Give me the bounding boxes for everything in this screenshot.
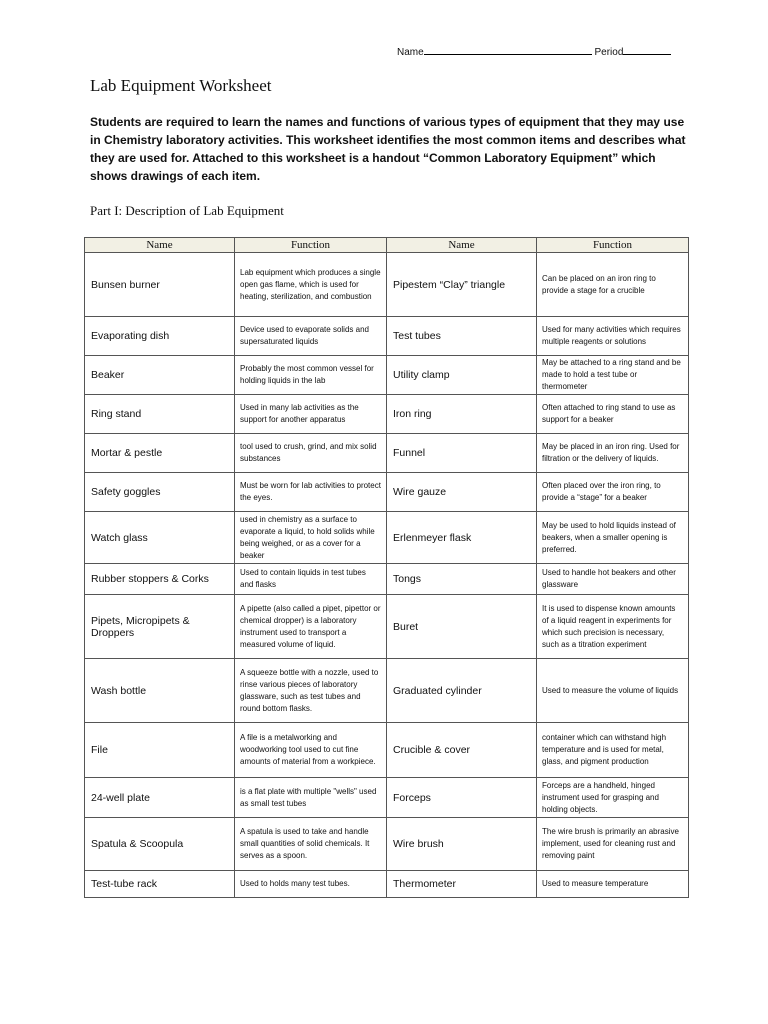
table-row	[85, 564, 689, 595]
table-row	[85, 595, 689, 659]
equipment-name: Safety goggles	[85, 473, 235, 512]
equipment-name: Ring stand	[85, 395, 235, 434]
equipment-function: A pipette (also called a pipet, pipettor or chemical dropper) is a laboratory instrument used to transport a measured volume of liquid.	[235, 595, 387, 659]
equipment-name: Tongs	[387, 564, 537, 595]
header-function-1: Function	[235, 238, 387, 253]
equipment-function: May be used to hold liquids instead of beakers, when a smaller opening is preferred.	[537, 512, 689, 564]
equipment-name: Bunsen burner	[85, 253, 235, 317]
page-title: Lab Equipment Worksheet	[90, 76, 272, 95]
equipment-function: May be attached to a ring stand and be made to hold a test tube or thermometer	[537, 356, 689, 395]
table-row	[85, 659, 689, 723]
equipment-name: Watch glass	[85, 512, 235, 564]
equipment-name: File	[85, 723, 235, 778]
equipment-name: Wire brush	[387, 818, 537, 871]
equipment-function: Used to holds many test tubes.	[235, 871, 387, 898]
equipment-function: Used in many lab activities as the support for another apparatus	[235, 395, 387, 434]
equipment-function: Lab equipment which produces a single open gas flame, which is used for heating, sterilization, and combustion	[235, 253, 387, 317]
equipment-function: It is used to dispense known amounts of a liquid reagent in experiments for which such precision is necessary, such as a titration experiment	[537, 595, 689, 659]
table-row	[85, 778, 689, 818]
equipment-name: Spatula & Scoopula	[85, 818, 235, 871]
equipment-name: Pipets, Micropipets & Droppers	[85, 595, 235, 659]
table-row	[85, 395, 689, 434]
part-heading: Part I: Description of Lab Equipment	[90, 203, 284, 218]
equipment-name: Buret	[387, 595, 537, 659]
equipment-name: 24-well plate	[85, 778, 235, 818]
table-row	[85, 356, 689, 395]
table-row	[85, 317, 689, 356]
equipment-name: Erlenmeyer flask	[387, 512, 537, 564]
equipment-function: A spatula is used to take and handle small quantities of solid chemicals. It serves as a spoon.	[235, 818, 387, 871]
table-row	[85, 473, 689, 512]
equipment-function: Often placed over the iron ring, to provide a “stage” for a beaker	[537, 473, 689, 512]
table-row	[85, 723, 689, 778]
equipment-function: A squeeze bottle with a nozzle, used to rinse various pieces of laboratory glassware, such as test tubes and round bottom flasks.	[235, 659, 387, 723]
table-row	[85, 818, 689, 871]
equipment-function: Forceps are a handheld, hinged instrument used for grasping and holding objects.	[537, 778, 689, 818]
equipment-name: Pipestem “Clay” triangle	[387, 253, 537, 317]
equipment-function: Used to contain liquids in test tubes and flasks	[235, 564, 387, 595]
equipment-function: Used for many activities which requires multiple reagents or solutions	[537, 317, 689, 356]
header-name-1: Name	[85, 238, 235, 253]
period-blank[interactable]	[623, 44, 671, 55]
name-period-line	[397, 44, 671, 58]
equipment-name: Crucible & cover	[387, 723, 537, 778]
equipment-function: May be placed in an iron ring. Used for filtration or the delivery of liquids.	[537, 434, 689, 473]
table-row	[85, 871, 689, 898]
intro-paragraph: Students are required to learn the names and functions of various types of equipment that they may use in Chemistry laboratory activities. This worksheet identifies the most common items and describes what they are used for. Attached to this worksheet is a handout “Common Laboratory Equipment” which shows drawings of each item.	[90, 115, 686, 183]
equipment-function: used in chemistry as a surface to evaporate a liquid, to hold solids while being weighed, or as a cover for a beaker	[235, 512, 387, 564]
equipment-name: Iron ring	[387, 395, 537, 434]
equipment-function: is a flat plate with multiple "wells" used as small test tubes	[235, 778, 387, 818]
equipment-function: Used to measure the volume of liquids	[537, 659, 689, 723]
header-name-2: Name	[387, 238, 537, 253]
equipment-name: Rubber stoppers & Corks	[85, 564, 235, 595]
period-label: Period	[594, 47, 624, 58]
equipment-name: Utility clamp	[387, 356, 537, 395]
equipment-function: Probably the most common vessel for holding liquids in the lab	[235, 356, 387, 395]
equipment-function: tool used to crush, grind, and mix solid substances	[235, 434, 387, 473]
equipment-table	[84, 237, 689, 898]
equipment-name: Thermometer	[387, 871, 537, 898]
table-header-row	[85, 238, 689, 253]
equipment-function: Used to handle hot beakers and other glassware	[537, 564, 689, 595]
equipment-function: container which can withstand high temperature and is used for metal, glass, and pigment production	[537, 723, 689, 778]
equipment-function: Often attached to ring stand to use as support for a beaker	[537, 395, 689, 434]
equipment-name: Test tubes	[387, 317, 537, 356]
equipment-function: Must be worn for lab activities to protect the eyes.	[235, 473, 387, 512]
table-row	[85, 253, 689, 317]
equipment-function: Device used to evaporate solids and supersaturated liquids	[235, 317, 387, 356]
equipment-name: Beaker	[85, 356, 235, 395]
equipment-function: Can be placed on an iron ring to provide a stage for a crucible	[537, 253, 689, 317]
equipment-name: Funnel	[387, 434, 537, 473]
equipment-name: Wire gauze	[387, 473, 537, 512]
equipment-function: A file is a metalworking and woodworking tool used to cut fine amounts of material from a workpiece.	[235, 723, 387, 778]
equipment-function: The wire brush is primarily an abrasive implement, used for cleaning rust and removing paint	[537, 818, 689, 871]
table-row	[85, 512, 689, 564]
header-function-2: Function	[537, 238, 689, 253]
equipment-name: Evaporating dish	[85, 317, 235, 356]
name-label: Name	[397, 47, 424, 58]
equipment-name: Test-tube rack	[85, 871, 235, 898]
name-blank[interactable]	[424, 44, 592, 55]
equipment-name: Wash bottle	[85, 659, 235, 723]
equipment-name: Mortar & pestle	[85, 434, 235, 473]
equipment-name: Graduated cylinder	[387, 659, 537, 723]
equipment-function: Used to measure temperature	[537, 871, 689, 898]
equipment-name: Forceps	[387, 778, 537, 818]
table-row	[85, 434, 689, 473]
